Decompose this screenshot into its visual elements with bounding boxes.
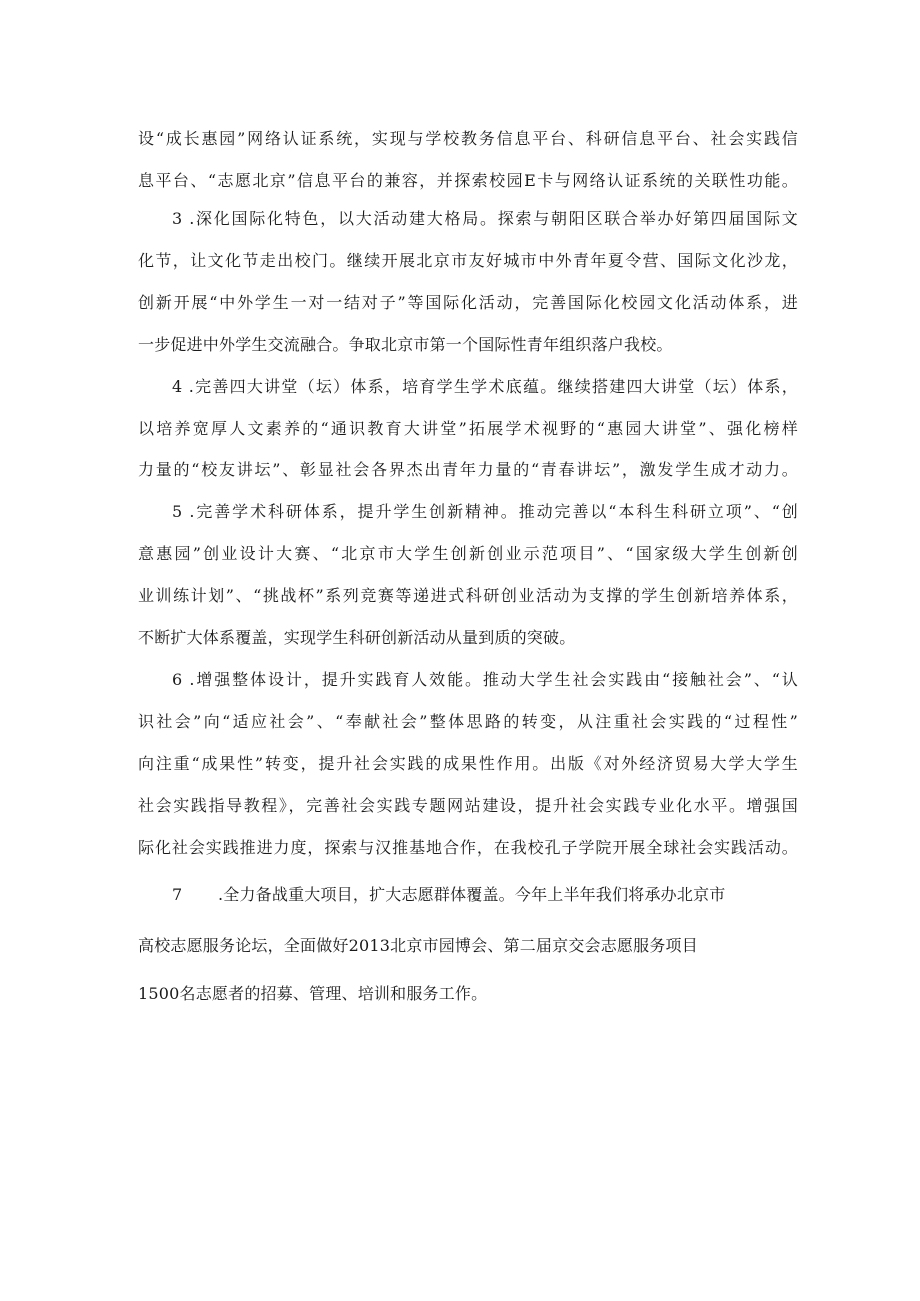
text-line: 业训练计划”、“挑战杯”系列竞赛等递进式科研创业活动为支撑的学生创新培养体系， xyxy=(138,586,798,605)
text-line: 1500名志愿者的招募、管理、培训和服务工作。 xyxy=(138,984,488,1003)
paragraph-4-line: 4 .完善四大讲堂（坛）体系，培育学生学术底蕴。继续搭建四大讲堂（坛）体系， xyxy=(172,377,798,396)
text-line: 化节，让文化节走出校门。继续开展北京市友好城市中外青年夏令营、国际文化沙龙， xyxy=(138,251,798,270)
text-line: 不断扩大体系覆盖，实现学生科研创新活动从量到质的突破。 xyxy=(138,628,576,647)
text-line: 意惠园”创业设计大赛、“北京市大学生创新创业示范项目”、“国家级大学生创新创 xyxy=(138,544,798,563)
text-line: 息平台、“志愿北京”信息平台的兼容，并探索校园E卡与网络认证系统的关联性功能。 xyxy=(138,171,798,190)
paragraph-7-number: 7 xyxy=(172,885,183,904)
text-line: 一步促进中外学生交流融合。争取北京市第一个国际性青年组织落户我校。 xyxy=(138,335,673,354)
paragraph-6-line: 6 .增强整体设计，提升实践育人效能。推动大学生社会实践由“接触社会”、“认 xyxy=(172,670,798,689)
paragraph-7-line: .全力备战重大项目，扩大志愿群体覆盖。今年上半年我们将承办北京市 xyxy=(218,885,726,904)
paragraph-5-line: 5 .完善学术科研体系，提升学生创新精神。推动完善以“本科生科研立项”、“创 xyxy=(172,502,798,521)
text-line: 创新开展“中外学生一对一结对子”等国际化活动，完善国际化校园文化活动体系，进 xyxy=(138,293,798,312)
text-line: 高校志愿服务论坛，全面做好2013北京市园博会、第二届京交会志愿服务项目 xyxy=(138,936,698,955)
paragraph-3-line: 3 .深化国际化特色，以大活动建大格局。探索与朝阳区联合举办好第四届国际文 xyxy=(172,209,798,228)
text-line: 际化社会实践推进力度，探索与汉推基地合作，在我校孔子学院开展全球社会实践活动。 xyxy=(138,838,798,857)
text-line: 识社会”向“适应社会”、“奉献社会”整体思路的转变，从注重社会实践的“过程性” xyxy=(138,712,798,731)
text-line: 以培养宽厚人文素养的“通识教育大讲堂”拓展学术视野的“惠园大讲堂”、强化榜样 xyxy=(138,419,798,438)
text-line: 设“成长惠园”网络认证系统，实现与学校教务信息平台、科研信息平台、社会实践信 xyxy=(138,129,798,148)
text-line: 社会实践指导教程》，完善社会实践专题网站建设，提升社会实践专业化水平。增强国 xyxy=(138,796,798,815)
text-line: 向注重“成果性”转变，提升社会实践的成果性作用。出版《对外经济贸易大学大学生 xyxy=(138,754,798,773)
text-line: 力量的“校友讲坛”、彰显社会各界杰出青年力量的“青春讲坛”，激发学生成才动力。 xyxy=(138,460,798,479)
